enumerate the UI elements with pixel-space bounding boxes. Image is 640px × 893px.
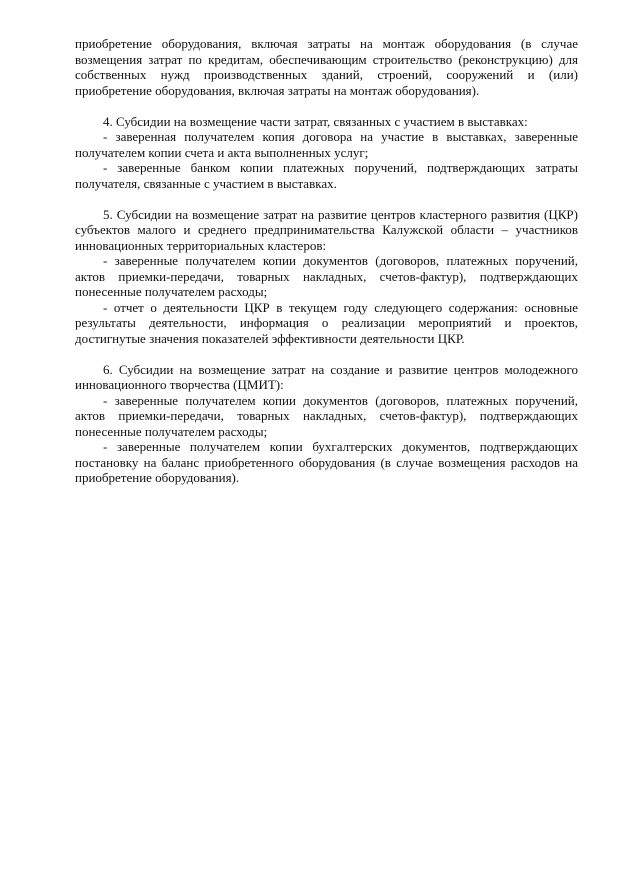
section-6 (75, 362, 578, 486)
section-6-heading: 6. Субсидии на возмещение затрат на создание и развитие центров молодежного инновационного творчества (ЦМИТ): (75, 361, 578, 392)
intro-section (75, 36, 578, 98)
section-4-heading: 4. Субсидии на возмещение части затрат, связанных с участием в выставках: (103, 113, 528, 129)
section-6-item-1: - заверенные получателем копии документов (договоров, платежных поручений, актов приемки-передачи, товарных накладных, счетов-фактур), подтверждающих понесенные получателем расходы; (75, 392, 578, 439)
document-page (75, 36, 578, 501)
section-5-item-1: - заверенные получателем копии документов (договоров, платежных поручений, актов приемки-передачи, товарных накладных, счетов-фактур), подтверждающих понесенные получателем расходы; (75, 253, 578, 299)
section-5 (75, 207, 578, 347)
section-4-item-1: - заверенная получателем копия договора на участие в выставках, заверенные получателем копии счета и акта выполненных услуг; (75, 129, 578, 160)
section-5-item-2: - отчет о деятельности ЦКР в текущем году следующего содержания: основные результаты деятельности, информация о реализации мероприятий и проектов, достигнутые значения показателей эффективности деятельности ЦКР. (75, 299, 578, 346)
section-4-item-2: - заверенные банком копии платежных поручений, подтверждающих затраты получателя, связанные с участием в выставках. (75, 160, 578, 191)
section-4 (75, 114, 578, 192)
intro-paragraph: приобретение оборудования, включая затраты на монтаж оборудования (в случае возмещения затрат по кредитам, обеспечивающим строительство (реконструкцию) для собственных нужд производственных зданий, строений, сооружений и (или) приобретение оборудования, включая затраты на монтаж оборудования). (75, 36, 578, 98)
section-6-item-2: - заверенные получателем копии бухгалтерских документов, подтверждающих постановку на баланс приобретенного оборудования (в случае возмещения расходов на приобретение оборудования). (75, 439, 578, 485)
section-5-heading: 5. Субсидии на возмещение затрат на развитие центров кластерного развития (ЦКР) субъектов малого и среднего предпринимательства Калужской области – участников инновационных территориальных кластеров: (75, 206, 578, 253)
